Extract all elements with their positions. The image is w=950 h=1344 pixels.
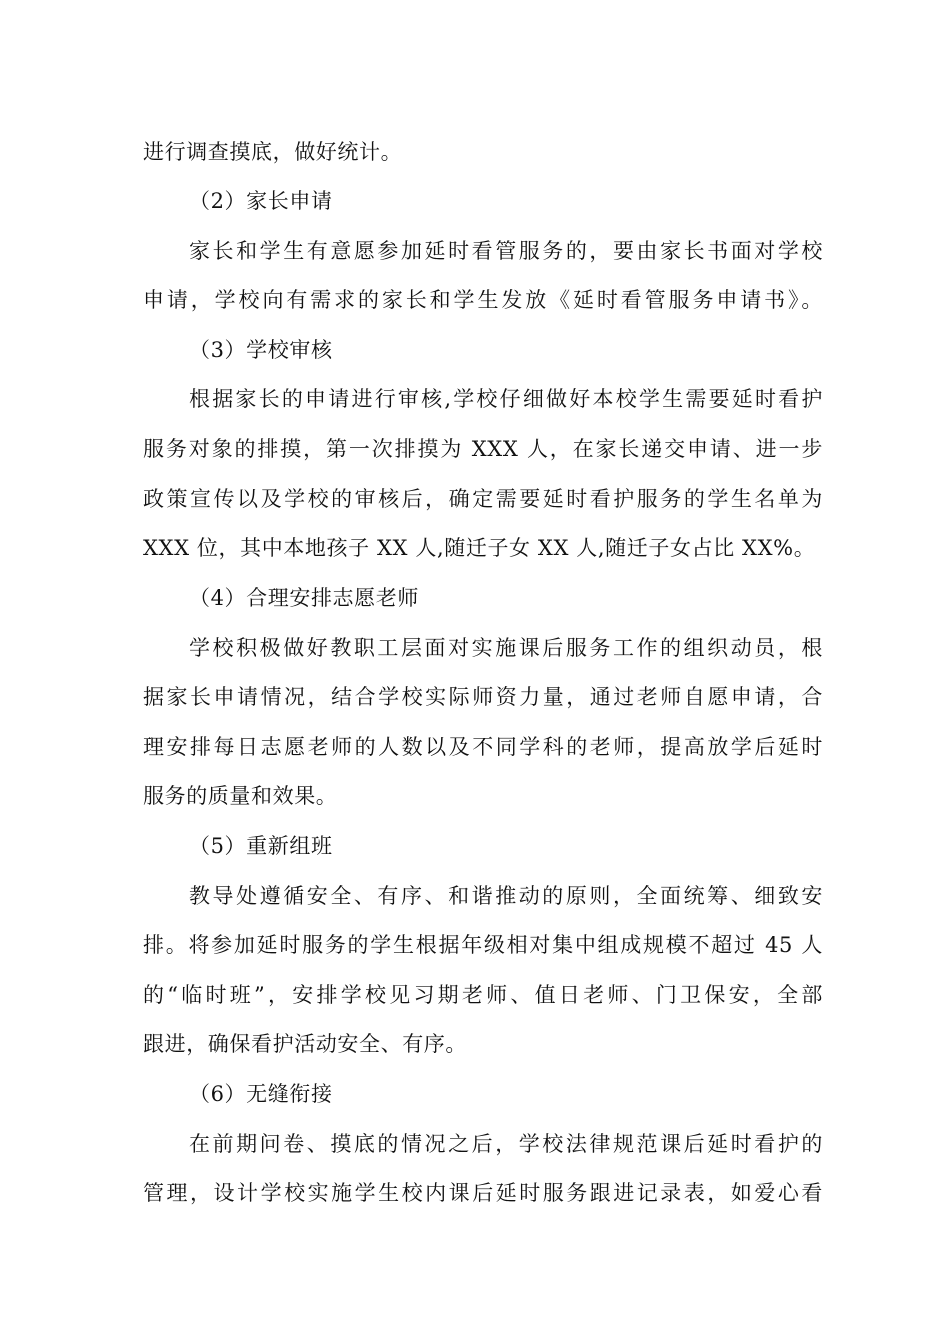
section-heading: （2）家长申请 <box>189 189 333 213</box>
paragraph-line: 服务对象的排摸，第一次排摸为 XXX 人，在家长递交申请、进一步 <box>143 437 823 461</box>
paragraph-line: 管理，设计学校实施学生校内课后延时服务跟进记录表，如爱心看 <box>143 1181 823 1205</box>
paragraph-line: 申请，学校向有需求的家长和学生发放《延时看管服务申请书》。 <box>143 288 823 312</box>
paragraph-line: 据家长申请情况，结合学校实际师资力量，通过老师自愿申请，合 <box>143 685 823 709</box>
section-heading: （3）学校审核 <box>189 338 333 362</box>
paragraph-line: 理安排每日志愿老师的人数以及不同学科的老师，提高放学后延时 <box>143 735 823 759</box>
paragraph-line: 根据家长的申请进行审核,学校仔细做好本校学生需要延时看护 <box>189 387 823 411</box>
section-heading: （5）重新组班 <box>189 834 333 858</box>
section-heading: （4）合理安排志愿老师 <box>189 586 419 610</box>
paragraph-line: 在前期问卷、摸底的情况之后，学校法律规范课后延时看护的 <box>189 1132 823 1156</box>
paragraph-line: 政策宣传以及学校的审核后，确定需要延时看护服务的学生名单为 <box>143 487 823 511</box>
paragraph-line: 家长和学生有意愿参加延时看管服务的，要由家长书面对学校 <box>189 239 823 263</box>
paragraph-line: 进行调查摸底，做好统计。 <box>143 140 403 164</box>
paragraph-line: 跟进，确保看护活动安全、有序。 <box>143 1032 467 1056</box>
paragraph-line: 排。将参加延时服务的学生根据年级相对集中组成规模不超过 45 人 <box>143 933 823 957</box>
paragraph-line: 教导处遵循安全、有序、和谐推动的原则，全面统筹、细致安 <box>189 884 823 908</box>
paragraph-line: 的“临时班”，安排学校见习期老师、值日老师、门卫保安，全部 <box>143 983 823 1007</box>
section-heading: （6）无缝衔接 <box>189 1082 333 1106</box>
paragraph-line: 服务的质量和效果。 <box>143 784 338 808</box>
paragraph-line: XXX 位，其中本地孩子 XX 人,随迁子女 XX 人,随迁子女占比 XX%。 <box>143 536 816 560</box>
paragraph-line: 学校积极做好教职工层面对实施课后服务工作的组织动员，根 <box>189 636 823 660</box>
